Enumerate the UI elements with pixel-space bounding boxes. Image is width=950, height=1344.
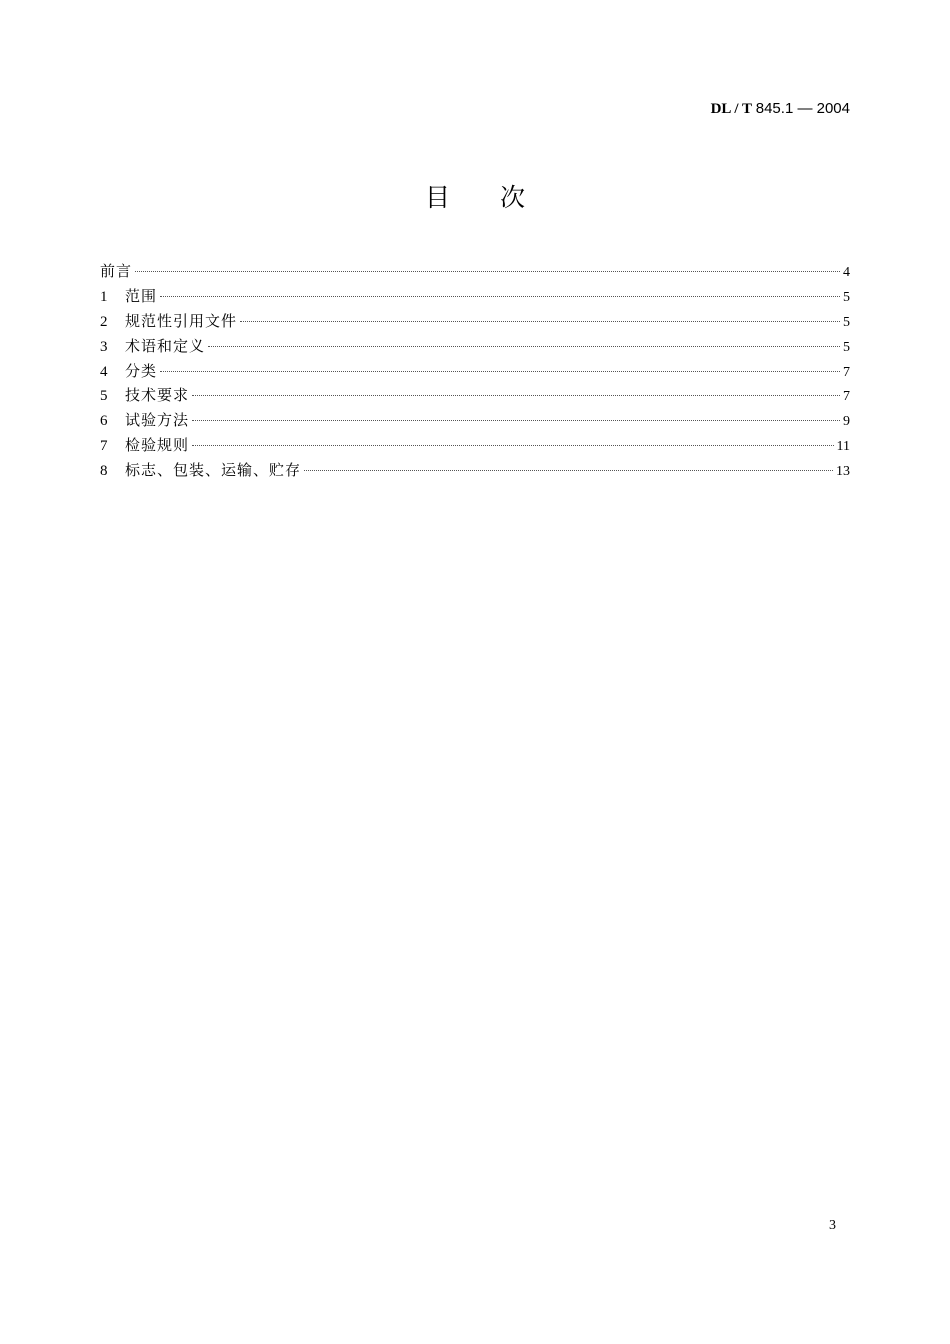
toc-page: 5 [843,289,850,305]
toc-leader [304,470,833,471]
toc-page: 13 [836,464,850,480]
toc-number: 3 [100,338,108,355]
toc-label: 术语和定义 [125,336,206,355]
toc-number: 1 [100,288,108,305]
toc-page: 7 [843,389,850,405]
table-of-contents [100,259,850,483]
title-char-1: 目 [424,183,450,212]
toc-entry-technical-requirements[interactable] [100,383,850,408]
toc-number: 7 [100,438,108,455]
toc-entry-scope[interactable] [100,284,850,309]
toc-label: 范围 [125,286,158,305]
toc-leader [160,296,840,297]
toc-label: 分类 [125,361,158,380]
toc-page: 7 [843,364,850,380]
toc-leader [135,271,840,272]
toc-label: 技术要求 [125,386,190,405]
title-char-2: 次 [500,183,526,212]
toc-entry-preface[interactable] [100,259,850,284]
toc-label: 规范性引用文件 [125,311,238,330]
toc-entry-marking-packaging[interactable] [100,458,850,483]
toc-number: 5 [100,388,108,405]
toc-leader [192,420,840,421]
toc-leader [192,445,834,446]
toc-entry-inspection-rules[interactable] [100,433,850,458]
toc-leader [208,346,840,347]
toc-entry-terms-definitions[interactable] [100,334,850,359]
standard-number: 845.1 — 2004 [755,100,850,117]
toc-leader [160,371,840,372]
toc-page: 5 [843,314,850,330]
toc-label: 试验方法 [125,411,190,430]
toc-page: 5 [843,339,850,355]
page-title [0,178,950,214]
toc-number: 8 [100,463,108,480]
toc-label: 标志、包装、运输、贮存 [125,461,302,480]
toc-entry-test-methods[interactable] [100,408,850,433]
toc-page: 11 [836,439,850,455]
page-number: 3 [829,1218,836,1233]
toc-entry-classification[interactable] [100,359,850,384]
toc-number: 2 [100,313,108,330]
toc-number: 4 [100,363,108,380]
toc-entry-normative-references[interactable] [100,309,850,334]
toc-leader [240,321,840,322]
standard-code [711,100,850,118]
toc-leader [192,395,840,396]
toc-page: 9 [843,414,850,430]
toc-number: 6 [100,413,108,430]
toc-label: 前言 [100,262,133,280]
toc-label: 检验规则 [125,436,190,455]
toc-page: 4 [843,265,850,280]
standard-prefix: DL / T [710,101,752,117]
